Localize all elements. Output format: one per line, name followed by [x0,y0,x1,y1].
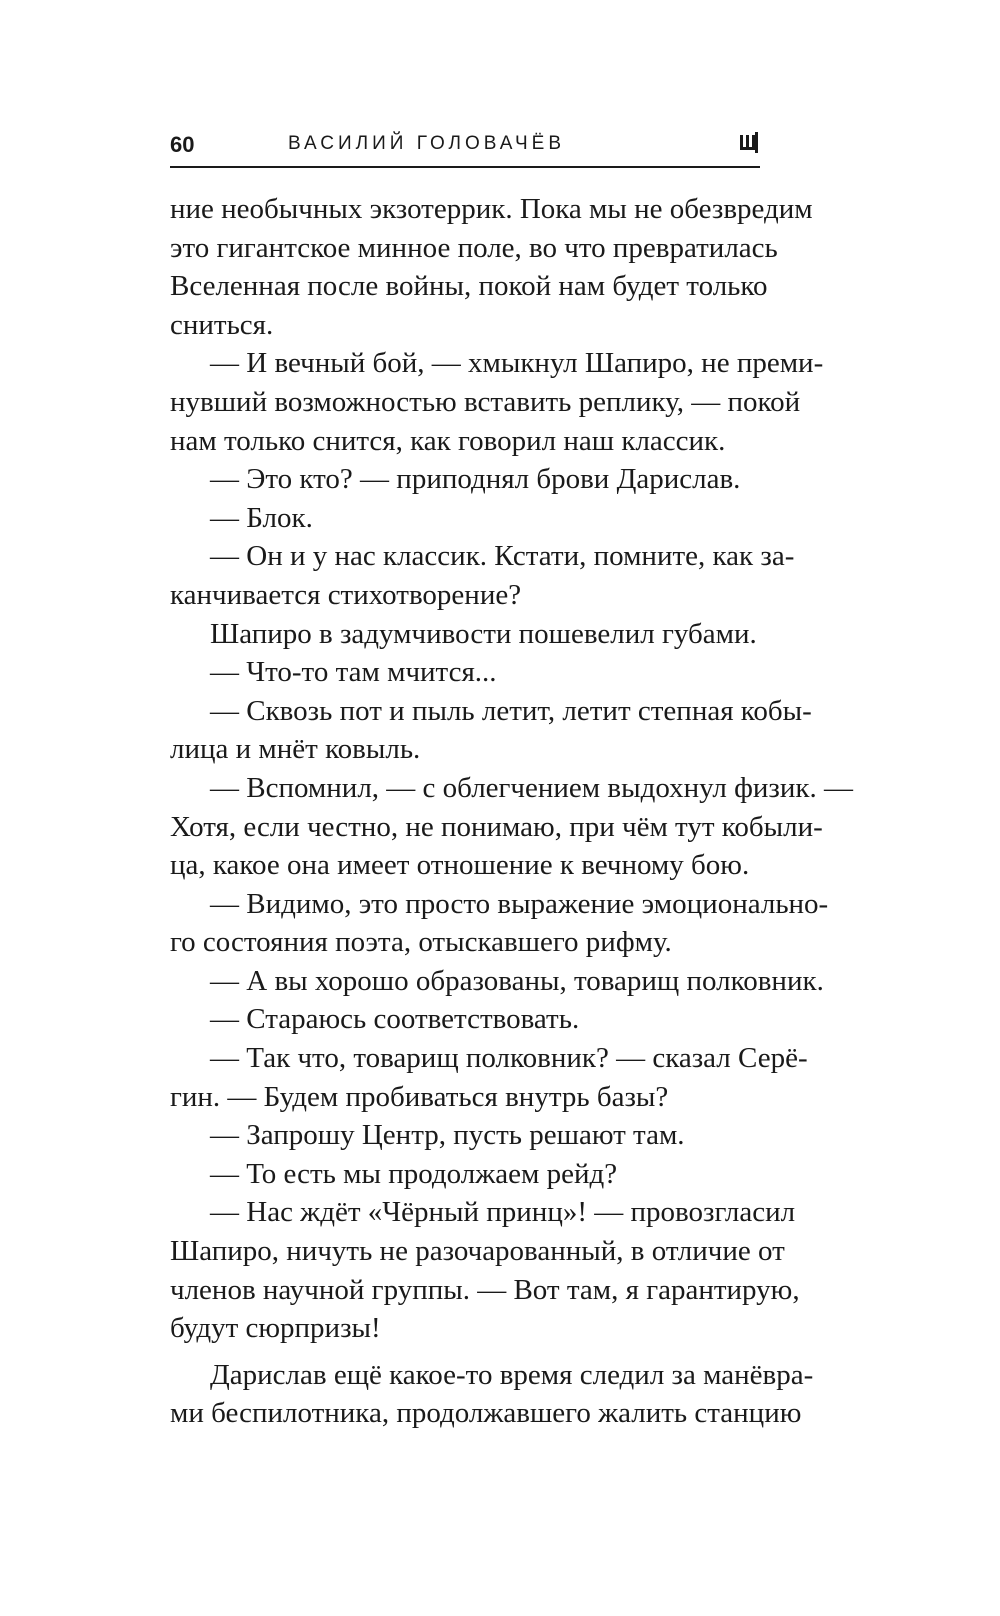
text-line: ми беспилотника, продолжавшего жалить станцию [170,1397,802,1430]
text-line: Вселенная после войны, покой нам будет только [170,270,768,303]
text-line: — Нас ждёт «Чёрный принц»! — провозгласил [210,1196,796,1229]
text-line: — Это кто? — приподнял брови Дарислав. [210,463,741,496]
text-line: ние необычных экзотеррик. Пока мы не обезвредим [170,193,813,225]
author-running-head: ВАСИЛИЙ ГОЛОВАЧЁВ [288,133,566,154]
text-line: — Блок. [210,501,313,534]
text-line: членов научной группы. — Вот там, я гарантирую, [170,1273,800,1306]
text-line: — Запрошу Центр, пусть решают там. [210,1119,685,1152]
text-line: это гигантское минное поле, во что превратилась [170,231,778,264]
text-line: — То есть мы продолжаем рейд? [210,1157,618,1190]
text-line: гин. — Будем пробиваться внутрь базы? [170,1080,669,1113]
page-number: 60 [170,132,195,157]
text-line: Хотя, если честно, не понимаю, при чём тут кобыли- [170,810,823,843]
publisher-logo-icon [738,132,760,154]
running-header [170,128,760,168]
text-line: Шапиро в задумчивости пошевелил губами. [210,617,757,650]
text-line: — Видимо, это просто выражение эмоционально- [210,887,829,920]
text-line: лица и мнёт ковыль. [170,733,421,766]
text-line: канчивается стихотворение? [170,578,522,611]
text-line: го состояния поэта, отыскавшего рифму. [170,926,672,959]
text-line: сниться. [170,308,274,341]
text-line: — И вечный бой, — хмыкнул Шапиро, не преми- [210,347,824,380]
paragraph-gap [170,1348,760,1356]
text-line: ца, какое она имеет отношение к вечному бою. [170,849,750,882]
text-line: — Стараюсь соответствовать. [210,1003,580,1036]
text-line: Шапиро, ничуть не разочарованный, в отличие от [170,1235,785,1268]
text-line: будут сюрпризы! [170,1312,381,1345]
text-line: — Сквозь пот и пыль летит, летит степная кобы- [210,694,812,727]
text-line: Дарислав ещё какое-то время следил за манёвра- [210,1358,814,1391]
text-line: — А вы хорошо образованы, товарищ полковник. [210,964,824,997]
text-line: — Он и у нас классик. Кстати, помните, как за- [210,540,795,573]
text-line: — Вспомнил, — с облегчением выдохнул физик. — [210,771,853,804]
text-line: нувший возможностью вставить реплику, — покой [170,385,801,418]
text-line: нам только снится, как говорил наш классик. [170,424,726,457]
text-line: — Что-то там мчится... [210,656,497,689]
body-text [170,190,853,1433]
text-line: — Так что, товарищ полковник? — сказал Серё- [210,1042,808,1075]
